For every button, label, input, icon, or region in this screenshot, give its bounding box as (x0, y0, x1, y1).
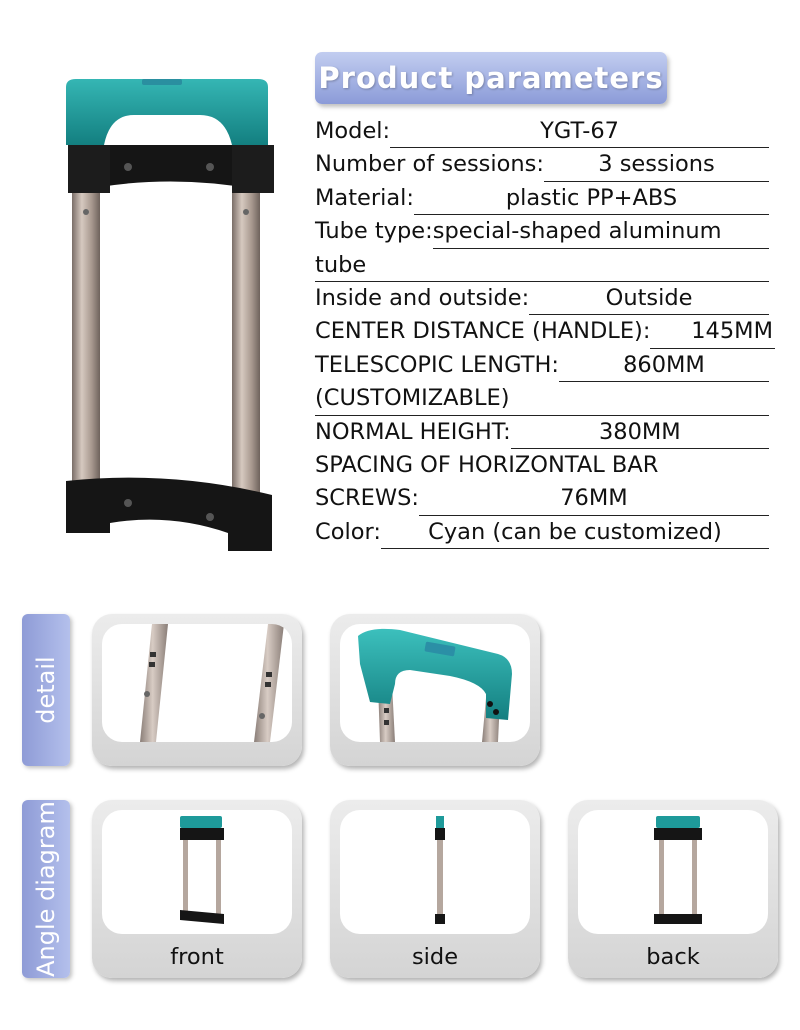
front-view-image (102, 810, 292, 934)
param-label: Tube type: (315, 218, 433, 245)
angle-diagram-tab (22, 800, 70, 978)
param-label: Number of sessions: (315, 151, 544, 178)
param-label: Material: (315, 184, 414, 211)
param-value: tube (315, 249, 769, 282)
param-label: TELESCOPIC LENGTH: (315, 351, 559, 378)
param-label: Inside and outside: (315, 284, 530, 311)
param-value: special-shaped aluminum (433, 215, 769, 248)
param-label: CENTER DISTANCE (HANDLE): (315, 318, 651, 345)
front-view-caption: front (170, 944, 224, 970)
angle-card-front (92, 800, 302, 978)
param-material (315, 182, 775, 215)
trolley-handle-product-image (60, 75, 280, 555)
detail-card-tubes (92, 614, 302, 766)
param-value: 860MM (559, 349, 769, 382)
param-value: Cyan (can be customized) (381, 516, 769, 549)
param-model (315, 115, 775, 148)
param-color (315, 516, 775, 549)
back-view-image (578, 810, 768, 934)
param-sessions (315, 148, 775, 181)
tube-detail-image (102, 624, 292, 742)
angle-diagram-tab-label: Angle diagram (32, 801, 60, 977)
param-label: Model: (315, 118, 391, 144)
param-normal-height (315, 416, 775, 449)
param-value: YGT-67 (390, 115, 769, 148)
param-label: SCREWS: (315, 485, 419, 512)
handle-detail-image (340, 624, 530, 742)
param-value: 380MM (511, 416, 769, 449)
param-tube-type-cont (315, 249, 775, 282)
side-view-caption: side (411, 944, 459, 970)
param-spacing-cont (315, 482, 775, 515)
param-value: 76MM (419, 482, 769, 515)
param-center-distance (315, 315, 775, 348)
side-view-image (340, 810, 530, 934)
param-value: (CUSTOMIZABLE) (315, 382, 769, 415)
param-spacing (315, 449, 775, 482)
angle-card-back (568, 800, 778, 978)
param-inside-outside (315, 282, 775, 315)
param-value: plastic PP+ABS (414, 182, 769, 215)
param-value: 145MM (650, 315, 775, 348)
param-label: SPACING OF HORIZONTAL BAR (315, 451, 659, 478)
param-telescopic-cont (315, 382, 775, 415)
angle-card-side (330, 800, 540, 978)
detail-tab-label: detail (32, 656, 60, 724)
param-value: Outside (529, 282, 769, 315)
param-value: 3 sessions (544, 148, 769, 181)
param-tube-type (315, 215, 775, 248)
param-label: Color: (315, 518, 381, 545)
detail-tab (22, 614, 70, 766)
param-label: NORMAL HEIGHT: (315, 418, 511, 445)
product-parameters-heading: Product parameters (315, 52, 667, 104)
detail-card-handle (330, 614, 540, 766)
param-telescopic-length (315, 349, 775, 382)
back-view-caption: back (646, 944, 700, 970)
parameters-list (315, 115, 775, 549)
